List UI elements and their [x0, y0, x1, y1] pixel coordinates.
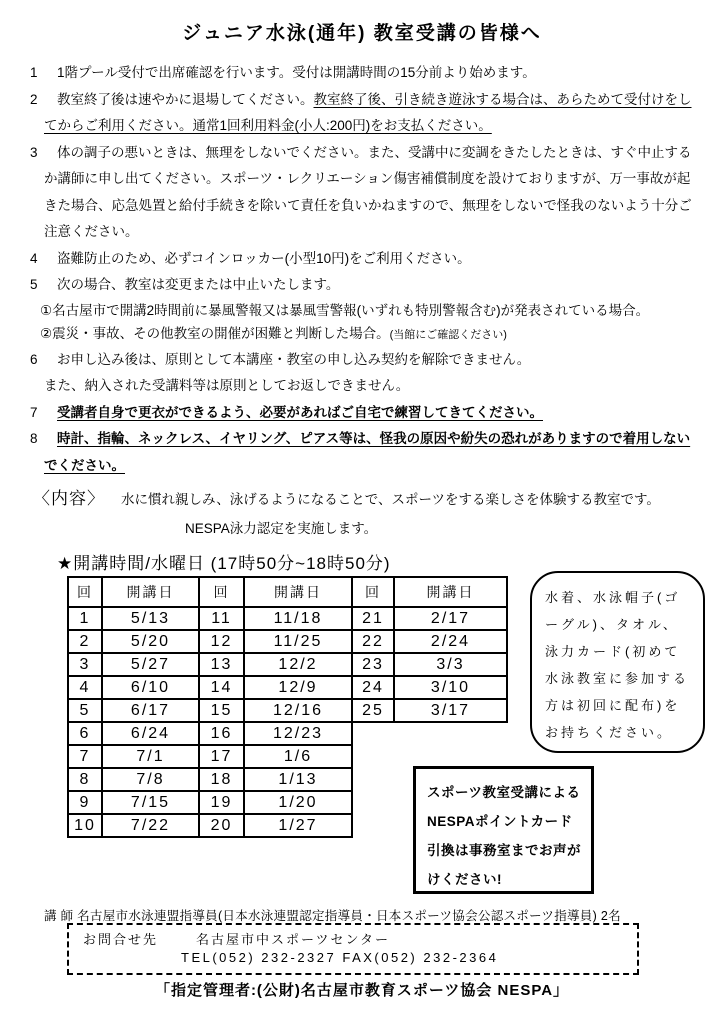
note-sub-item-2: ②震災・事故、その他教室の開催が困難と判断した場合。(当館にご確認ください) [40, 325, 507, 341]
footer-designated-manager: 「指定管理者:(公財)名古屋市教育スポーツ協会 NESPA」 [154, 982, 570, 999]
schedule-cell: 3/3 [394, 653, 507, 676]
nespa-points-box: スポーツ教室受講によるNESPAポイントカード引換は事務室までお声がけください! [413, 766, 594, 894]
schedule-cell: 4 [68, 676, 102, 699]
schedule-cell: 2 [68, 630, 102, 653]
schedule-cell: 3 [68, 653, 102, 676]
schedule-row [68, 630, 507, 653]
note-number: 4 [30, 250, 38, 266]
schedule-cell: 7/22 [102, 814, 199, 837]
schedule-header-cell: 開講日 [244, 577, 352, 607]
schedule-header-row [68, 577, 507, 607]
note-number: 2 [30, 91, 38, 107]
note-number: 3 [30, 144, 38, 160]
schedule-cell: 12/2 [244, 653, 352, 676]
page-title: ジュニア水泳(通年) 教室受講の皆様へ [182, 23, 542, 44]
schedule-cell: 21 [352, 607, 394, 630]
schedule-cell [352, 722, 394, 745]
contact-label: お問合せ先 [83, 932, 159, 947]
schedule-cell: 2/17 [394, 607, 507, 630]
schedule-row [68, 722, 507, 745]
schedule-cell: 1 [68, 607, 102, 630]
schedule-cell: 1/6 [244, 745, 352, 768]
schedule-cell [394, 745, 507, 768]
content-section [33, 484, 713, 537]
schedule-cell [352, 791, 394, 814]
schedule-cell: 9 [68, 791, 102, 814]
schedule-cell: 14 [199, 676, 244, 699]
note-text: お申し込み後は、原則として本講座・教室の申し込み契約を解除できません。 また、納入された受講料等は原則としてお返しできません。 [44, 351, 531, 393]
schedule-header-cell: 回 [352, 577, 394, 607]
schedule-cell: 25 [352, 699, 394, 722]
schedule-cell: 22 [352, 630, 394, 653]
schedule-cell: 5/13 [102, 607, 199, 630]
schedule-cell: 12/23 [244, 722, 352, 745]
content-text: 水に慣れ親しみ、泳げるようになることで、スポーツをする楽しさを体験する教室です。 [121, 492, 660, 507]
note-number: 1 [30, 65, 38, 80]
schedule-row [68, 699, 507, 722]
schedule-cell: 5 [68, 699, 102, 722]
schedule-cell: 6/17 [102, 699, 199, 722]
content-line2: NESPA泳力認定を実施します。 [185, 521, 378, 536]
schedule-cell: 23 [352, 653, 394, 676]
schedule-cell: 5/20 [102, 630, 199, 653]
schedule-cell: 10 [68, 814, 102, 837]
schedule-header-cell: 回 [199, 577, 244, 607]
schedule-cell: 15 [199, 699, 244, 722]
note-number: 7 [30, 404, 38, 420]
schedule-cell: 18 [199, 768, 244, 791]
note-item-5 [30, 272, 696, 347]
schedule-cell: 3/17 [394, 699, 507, 722]
schedule-cell: 12 [199, 630, 244, 653]
note-item-2 [30, 87, 696, 140]
schedule-cell: 12/9 [244, 676, 352, 699]
schedule-cell [394, 722, 507, 745]
note-number: 8 [30, 431, 38, 446]
note-item-1 [30, 60, 696, 87]
schedule-cell: 11/18 [244, 607, 352, 630]
schedule-cell: 5/27 [102, 653, 199, 676]
schedule-cell: 7/15 [102, 791, 199, 814]
note-item-3 [30, 140, 696, 246]
note-text: 盗難防止のため、必ずコインロッカー(小型10円)をご利用ください。 [57, 250, 471, 266]
schedule-heading: ★開講時間/水曜日 (17時50分~18時50分) [57, 554, 391, 573]
lecturer-line: 講 師 名古屋市水泳連盟指導員(日本水泳連盟認定指導員・日本スポーツ協会公認スポーツ指導員) 2名 [44, 909, 621, 923]
schedule-cell: 13 [199, 653, 244, 676]
schedule-cell: 8 [68, 768, 102, 791]
schedule-cell: 2/24 [394, 630, 507, 653]
schedule-header-cell: 開講日 [394, 577, 507, 607]
note-item-4 [30, 246, 696, 273]
note-item-7 [30, 400, 696, 427]
schedule-cell: 19 [199, 791, 244, 814]
supplies-note-box: 水着、水泳帽子(ゴーグル)、タオル、泳力カード(初めて水泳教室に参加する方は初回に配布)をお持ちください。 [530, 571, 705, 753]
schedule-row [68, 745, 507, 768]
schedule-cell: 11 [199, 607, 244, 630]
note-item-6 [30, 347, 696, 400]
schedule-cell [352, 745, 394, 768]
note-text: 教室終了後は速やかに退場してください。教室終了後、引き続き遊泳する場合は、あらためて受付けをしてからご利用ください。通常1回利用料金(小人:200円)をお支払ください。 [44, 91, 692, 133]
schedule-cell: 6 [68, 722, 102, 745]
schedule-cell: 7 [68, 745, 102, 768]
note-sub-item-1: ①名古屋市で開講2時間前に暴風警報又は暴風雪警報(いずれも特別警報含む)が発表されている場合。 [40, 302, 650, 318]
schedule-cell: 7/8 [102, 768, 199, 791]
schedule-header-cell: 開講日 [102, 577, 199, 607]
schedule-cell: 16 [199, 722, 244, 745]
schedule-cell: 11/25 [244, 630, 352, 653]
note-number: 6 [30, 351, 38, 367]
notes-list [30, 60, 696, 479]
schedule-cell: 12/16 [244, 699, 352, 722]
note-text: 時計、指輪、ネックレス、イヤリング、ピアス等は、怪我の原因や紛失の恐れがありますので着用しないでください。 [44, 431, 691, 473]
schedule-row [68, 653, 507, 676]
note-text: 1階プール受付で出席確認を行います。受付は開講時間の15分前より始めます。 [57, 65, 536, 80]
note-text: 次の場合、教室は変更または中止いたします。 [57, 277, 340, 292]
schedule-cell: 7/1 [102, 745, 199, 768]
schedule-cell: 6/24 [102, 722, 199, 745]
schedule-cell: 24 [352, 676, 394, 699]
schedule-cell: 6/10 [102, 676, 199, 699]
schedule-header-cell: 回 [68, 577, 102, 607]
note-text: 受講者自身で更衣ができるよう、必要があればご自宅で練習してきてください。 [57, 404, 543, 420]
schedule-cell [352, 814, 394, 837]
schedule-cell: 1/27 [244, 814, 352, 837]
contact-box [67, 923, 639, 975]
note-item-8 [30, 426, 696, 479]
schedule-cell: 17 [199, 745, 244, 768]
schedule-cell: 1/20 [244, 791, 352, 814]
note-number: 5 [30, 277, 38, 292]
schedule-cell: 1/13 [244, 768, 352, 791]
note-text: 体の調子の悪いときは、無理をしないでください。また、受講中に変調をきたしたときは、すぐ中止するか講師に申し出てください。スポーツ・レクリエーション傷害補償制度を設けておりますが、万一事故が起きた場合、応急処置と給付手続きを除いて責任を負いかねますので、無理をしないで怪我のないよう十分ご注意ください。 [44, 144, 692, 239]
schedule-cell: 3/10 [394, 676, 507, 699]
contact-center-name: 名古屋市中スポーツセンター [196, 932, 390, 947]
schedule-row [68, 676, 507, 699]
schedule-row [68, 607, 507, 630]
schedule-cell [352, 768, 394, 791]
content-label: 〈内容〉 [33, 489, 105, 508]
schedule-cell: 20 [199, 814, 244, 837]
contact-tel-fax: TEL(052) 232-2327 FAX(052) 232-2364 [181, 950, 499, 965]
